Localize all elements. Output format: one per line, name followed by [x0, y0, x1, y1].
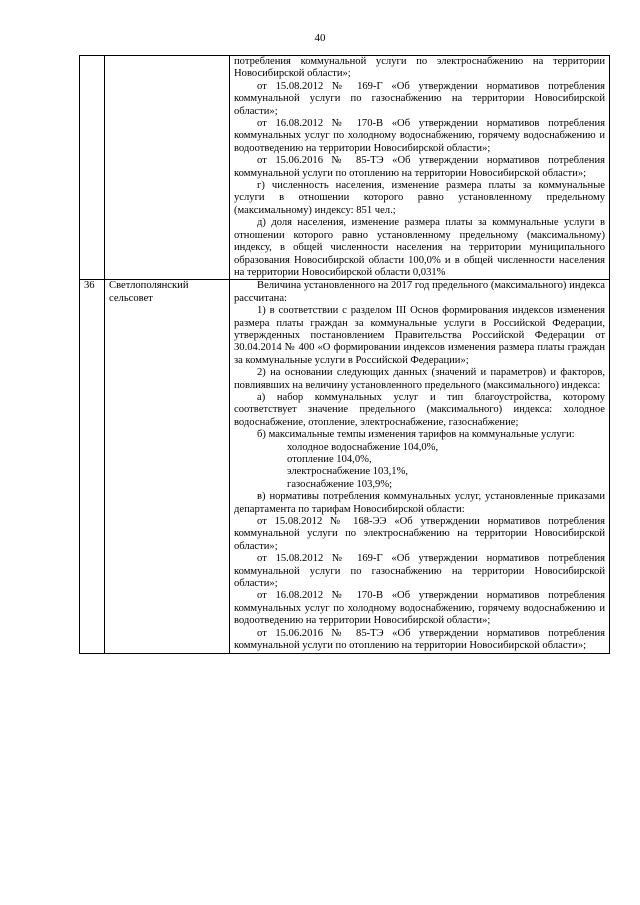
paragraph: г) численность населения, изменение размера платы за коммунальные услуги в отношении которого равно установленному предельному (максимальному) индексу: 851 чел.;: [234, 180, 605, 216]
document-table: [79, 55, 610, 654]
row-number-cell: 36: [80, 280, 105, 653]
municipality-name-cell: [105, 56, 230, 280]
paragraph: от 15.06.2016 № 85-ТЭ «Об утверждении нормативов потребления коммунальной услуги по отоплению на территории Новосибирской области»;: [234, 155, 605, 179]
paragraph: 1) в соответствии с разделом III Основ формирования индексов изменения размера платы граждан за коммунальные услуги в Российской Федерации, утвержденных постановлением Правительства Российской Федерации от 30.04.2014 № 400 «О формировании индексов изменения размера платы граждан за коммунальные услуги в Российской Федерации»;: [234, 305, 605, 366]
paragraph: б) максимальные темпы изменения тарифов на коммунальные услуги:: [257, 429, 575, 441]
paragraph: газоснабжение 103,9%;: [287, 478, 393, 490]
paragraph: д) доля населения, изменение размера платы за коммунальные услуги в отношении которого равно установленному предельному (максимальному) индексу, в общей численности населения на территории муниципального образования Новосибирской области 100,0% и в общей численности населения на территории Новосибирской области 0,031%: [234, 217, 605, 278]
page-number: 40: [314, 32, 326, 44]
row-number-cell: [80, 56, 105, 280]
paragraph: в) нормативы потребления коммунальных услуг, установленные приказами департамента по тарифам Новосибирской области:: [234, 491, 605, 515]
paragraph: электроснабжение 103,1%,: [287, 466, 409, 478]
paragraph: от 16.08.2012 № 170-В «Об утверждении нормативов потребления коммунальных услуг по холодному водоснабжению, горячему водоснабжению и водоотведению на территории Новосибирской области»;: [234, 118, 605, 154]
paragraph: Величина установленного на 2017 год предельного (максимального) индекса рассчитана:: [234, 280, 605, 304]
paragraph: от 15.08.2012 № 168-ЭЭ «Об утверждении нормативов потребления коммунальной услуги по электроснабжению на территории Новосибирской области»;: [234, 516, 605, 552]
paragraph: от 15.06.2016 № 85-ТЭ «Об утверждении нормативов потребления коммунальной услуги по отоплению на территории Новосибирской области»;: [234, 627, 605, 652]
paragraph: а) набор коммунальных услуг и тип благоустройства, которому соответствует значение предельного (максимального) индекса: холодное водоснабжение, отопление, электроснабжение, газоснабжение;: [234, 391, 605, 428]
description-cell: [230, 56, 610, 280]
paragraph: от 15.08.2012 № 169-Г «Об утверждении нормативов потребления коммунальной услуги по газоснабжению на территории Новосибирской области»;: [234, 553, 605, 590]
paragraph: потребления коммунальной услуги по электроснабжению на территории Новосибирской области»;: [234, 56, 605, 80]
table-body: [80, 56, 610, 654]
paragraph: холодное водоснабжение 104,0%,: [287, 441, 439, 453]
paragraph: от 15.08.2012 № 169-Г «Об утверждении нормативов потребления коммунальной услуги по газоснабжению на территории Новосибирской области»;: [234, 80, 605, 117]
table-row: [80, 56, 610, 280]
paragraph: 2) на основании следующих данных (значений и параметров) и факторов, повлиявших на величину установленного предельного (максимального) индекса:: [234, 367, 605, 391]
paragraph: отопление 104,0%,: [287, 454, 372, 465]
table-row: [80, 280, 610, 653]
description-cell: [230, 280, 610, 653]
municipality-name-cell: Светлополянский сельсовет: [105, 280, 230, 653]
paragraph: от 16.08.2012 № 170-В «Об утверждении нормативов потребления коммунальных услуг по холодному водоснабжению, горячему водоснабжению и водоотведению на территории Новосибирской области»;: [234, 590, 605, 627]
